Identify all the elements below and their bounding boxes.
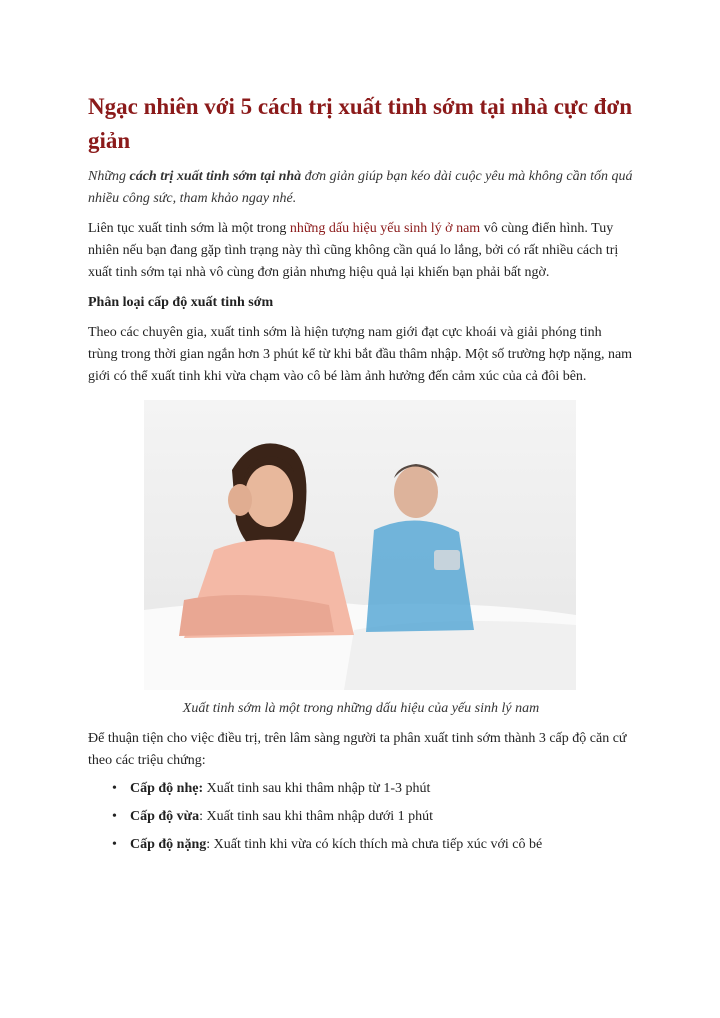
intro-bold: cách trị xuất tinh sớm tại nhà xyxy=(129,169,302,184)
bullet-icon: • xyxy=(112,837,117,852)
couple-photo xyxy=(144,400,576,690)
level-label: Cấp độ vừa xyxy=(130,809,200,824)
level-label: Cấp độ nặng xyxy=(130,837,207,852)
paragraph-1 xyxy=(88,218,634,284)
weak-sign-link[interactable]: những dấu hiệu yếu sinh lý ở nam xyxy=(289,221,481,236)
article-intro xyxy=(88,166,634,210)
level-text: Xuất tinh sau khi thâm nhập từ 1-3 phút xyxy=(203,781,431,796)
bullet-icon: • xyxy=(112,781,117,796)
severity-levels-list xyxy=(88,778,634,856)
list-item xyxy=(88,834,634,856)
paragraph-3: Để thuận tiện cho việc điều trị, trên lâm sàng người ta phân xuất tinh sớm thành 3 cấp độ căn cứ theo các triệu chứng: xyxy=(88,731,627,768)
intro-suffix: đơn giản giúp bạn kéo dài cuộc yêu mà không cần tốn quá nhiều công sức, tham khảo ngay nhé. xyxy=(88,169,633,206)
bullet-icon: • xyxy=(112,809,117,824)
list-item xyxy=(88,806,634,828)
intro-prefix: Những xyxy=(88,169,130,184)
list-item xyxy=(88,778,634,800)
level-label: Cấp độ nhẹ: xyxy=(130,781,204,796)
level-text: : Xuất tinh khi vừa có kích thích mà chưa tiếp xúc với cô bé xyxy=(206,837,543,852)
paragraph-1-suffix: vô cùng điển hình. Tuy nhiên nếu bạn đang gặp tình trạng này thì cũng không cần quá lo lắng, bởi có rất nhiều cách trị xuất tinh sớm tại nhà vô cùng đơn giản nhưng hiệu quả lại khiến bạn phải bất ngờ. xyxy=(88,221,619,280)
article xyxy=(88,90,634,856)
paragraph-1-prefix: Liên tục xuất tinh sớm là một trong xyxy=(88,221,290,236)
section-heading: Phân loại cấp độ xuất tinh sớm xyxy=(88,295,274,310)
article-title: Ngạc nhiên với 5 cách trị xuất tinh sớm tại nhà cực đơn giản xyxy=(88,94,632,153)
figure-caption: Xuất tinh sớm là một trong những dấu hiệu của yếu sinh lý nam xyxy=(182,701,540,716)
level-text: : Xuất tinh sau khi thâm nhập dưới 1 phút xyxy=(199,809,434,824)
paragraph-2: Theo các chuyên gia, xuất tinh sớm là hiện tượng nam giới đạt cực khoái và giải phóng tinh trùng trong thời gian ngắn hơn 3 phút kể từ khi bắt đầu thâm nhập. Một số trường hợp nặng, nam giới có thể xuất tinh khi vừa chạm vào cô bé làm ảnh hưởng đến cảm xúc của cả đôi bên. xyxy=(88,325,633,384)
couple-photo-illustration xyxy=(144,400,576,690)
